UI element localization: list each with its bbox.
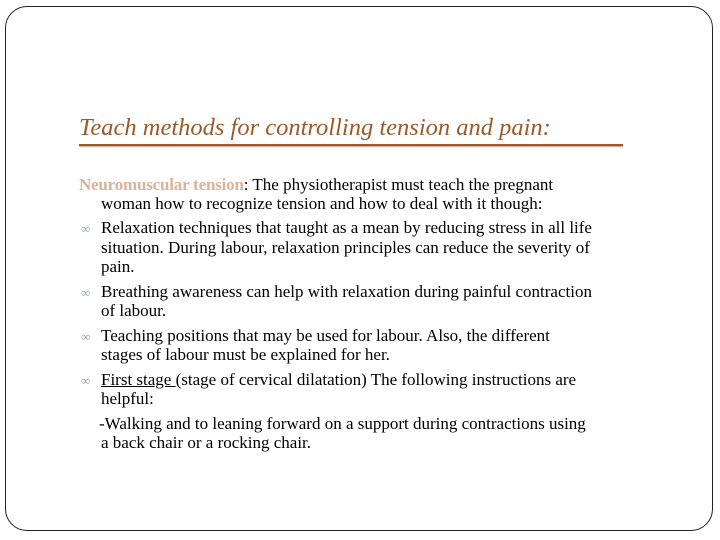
highlight-term: Neuromuscular tension xyxy=(79,175,244,194)
bullet-1-line-3: pain. xyxy=(101,257,135,276)
bullet-2-line-1: Breathing awareness can help with relaxation during painful contraction xyxy=(101,282,592,301)
bullet-4-line-1 xyxy=(101,370,576,390)
bullet-3-line-1: Teaching positions that may be used for labour. Also, the different xyxy=(101,326,550,345)
bullet-icon: ∞ xyxy=(81,221,91,236)
title-underline xyxy=(79,144,623,146)
sub-line-1: -Walking and to leaning forward on a support during contractions using xyxy=(99,414,586,433)
slide-title: Teach methods for controlling tension and pain: xyxy=(79,114,551,141)
bullet-icon: ∞ xyxy=(81,329,91,344)
bullet-2-line-2: of labour. xyxy=(101,301,167,320)
sub-line-2: a back chair or a rocking chair. xyxy=(101,433,312,452)
intro-text: : The physiotherapist must teach the pregnant xyxy=(243,175,554,194)
bullet-4-line-2: helpful: xyxy=(101,389,154,408)
bullet-4-text: (stage of cervical dilatation) The following instructions are xyxy=(175,370,577,389)
bullet-1-line-1: Relaxation techniques that taught as a mean by reducing stress in all life xyxy=(101,218,592,237)
bullet-1-line-2: situation. During labour, relaxation principles can reduce the severity of xyxy=(101,238,590,257)
bullet-icon: ∞ xyxy=(81,285,91,300)
intro-line-2: woman how to recognize tension and how to deal with it though: xyxy=(101,194,543,213)
first-stage-label: First stage xyxy=(101,370,176,389)
bullet-icon: ∞ xyxy=(81,373,91,388)
bullet-3-line-2: stages of labour must be explained for her. xyxy=(101,345,390,364)
intro-line-1 xyxy=(79,175,553,195)
